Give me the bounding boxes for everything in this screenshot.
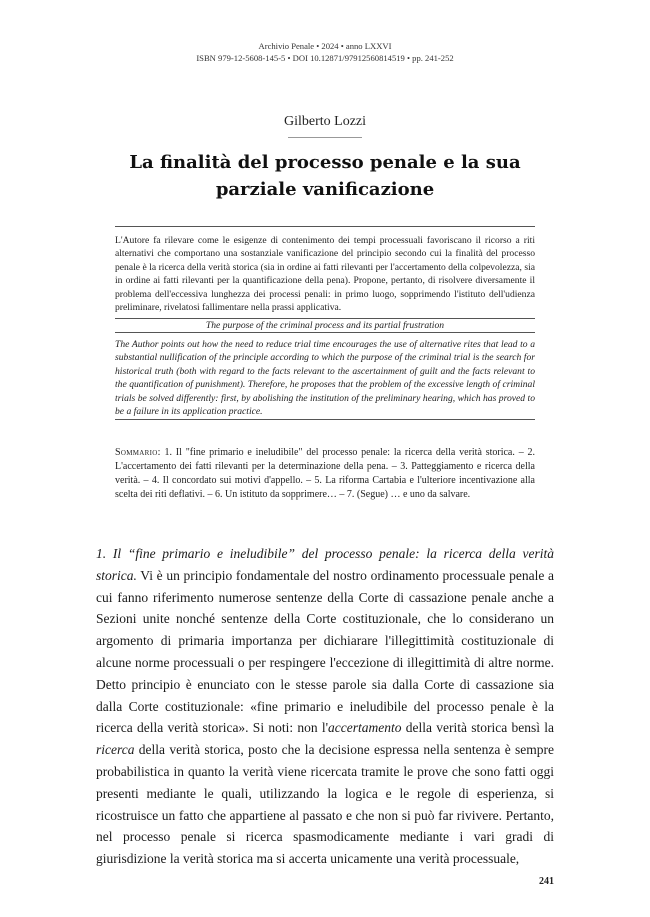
abstract-bottom-rule	[115, 419, 535, 420]
author-divider	[288, 137, 362, 138]
sommario-label: Sommario:	[115, 447, 161, 458]
body-emphasis-accertamento: accertamento	[328, 720, 402, 736]
abstract-italian: L'Autore fa rilevare come le esigenze di contenimento dei tempi processuali favoriscano il ricorso a riti alternativi che comportano una sostanziale vanificazione del principio secondo cui la finalità del processo penale è la ricerca della verità storica (sia in ordine ai fatti rilevanti per l'accertamento della colpevolezza, sia in ordine ai fatti rilevanti per la quantificazione della pena). Propone, pertanto, di risolvere diversamente il problema dell'eccessiva lunghezza dei processi penali: in primo luogo, sopprimendo l'istituto dell'udienza preliminare, rivelatosi fallimentare nella prassi applicativa.	[115, 235, 535, 314]
english-title-bottom-rule	[115, 332, 535, 333]
sommario-text: 1. Il "fine primario e ineludibile" del processo penale: la ricerca della verità storica. – 2. L'accertamento dei fatti rilevanti per la determinazione della pena. – 3. Patteggiamento e ricerca della verità. – 4. Il concordato sui motivi d'appello. – 5. La riforma Cartabia e l'ulteriore incentivazione alla scelta dei riti deflativi. – 6. Un istituto da sopprimere… – 7. (Segue) … e uno da salvare.	[115, 447, 536, 500]
body-paragraph	[96, 543, 554, 870]
body-text-part-1: Vi è un principio fondamentale del nostro ordinamento processuale penale a cui fanno riferimento numerose sentenze della Corte di cassazione penale anche a Sezioni unite nonché sentenze della Corte costituzionale, che lo considerano un argomento di primaria importanza per dichiarare l'illegittimità costituzionale di alcune norme processuali o per respingere l'eccezione di illegittimità di altre norme. Detto principio è enunciato con le stesse parole sia dalla Corte di cassazione sia dalla Corte costituzionale: «fine primario e ineludibile del processo penale è la ricerca della verità storica». Si noti: non l'	[96, 567, 554, 736]
journal-header	[0, 40, 650, 64]
author-name: Gilberto Lozzi	[283, 114, 367, 129]
isbn-doi-line: ISBN 979-12-5608-145-5 • DOI 10.12871/97912560814519 • pp. 241-252	[196, 53, 454, 63]
table-of-contents	[115, 446, 535, 502]
page-number: 241	[539, 876, 554, 887]
journal-info-line: Archivio Penale • 2024 • anno LXXVI	[258, 41, 392, 51]
english-title: The purpose of the criminal process and its partial frustration	[205, 320, 445, 331]
abstract-english: The Author points out how the need to reduce trial time encourages the use of alternative rites that lead to a substantial nullification of the principle according to which the purpose of the criminal trial is the search for historical truth (both with regard to the facts relevant to the ascertainment of guilt and the facts relevant to the quantification of punishment). Therefore, he proposes that the problem of the excessive length of criminal trials be solved differently: first, by abolishing the institution of the preliminary hearing, which has proved to be a failure in its application practice.	[115, 339, 535, 418]
section-heading: 1. Il “fine primario e ineludibile” del processo penale: la ricerca della verità storica.	[96, 546, 554, 583]
article-title: La finalità del processo penale e la sua parziale vanificazione	[129, 152, 521, 200]
abstract-top-rule	[115, 226, 535, 227]
body-emphasis-ricerca: ricerca	[96, 742, 135, 758]
body-text-part-3: della verità storica, posto che la decisione espressa nella sentenza è sempre probabilistica in quanto la verità viene ricercata tramite le prove che sono fatti oggi presenti mediante le quali, utilizzando la logica e le regole di esperienza, si ricostruisce un fatto che appartiene al passato e che non si può far rivivere. Pertanto, nel processo penale si ricerca spasmodicamente mediante i vari gradi di giurisdizione la verità storica ma si accerta unicamente una verità processuale,	[96, 742, 554, 867]
english-title-top-rule	[115, 318, 535, 319]
body-text-part-2: della verità storica bensì la	[401, 720, 554, 736]
